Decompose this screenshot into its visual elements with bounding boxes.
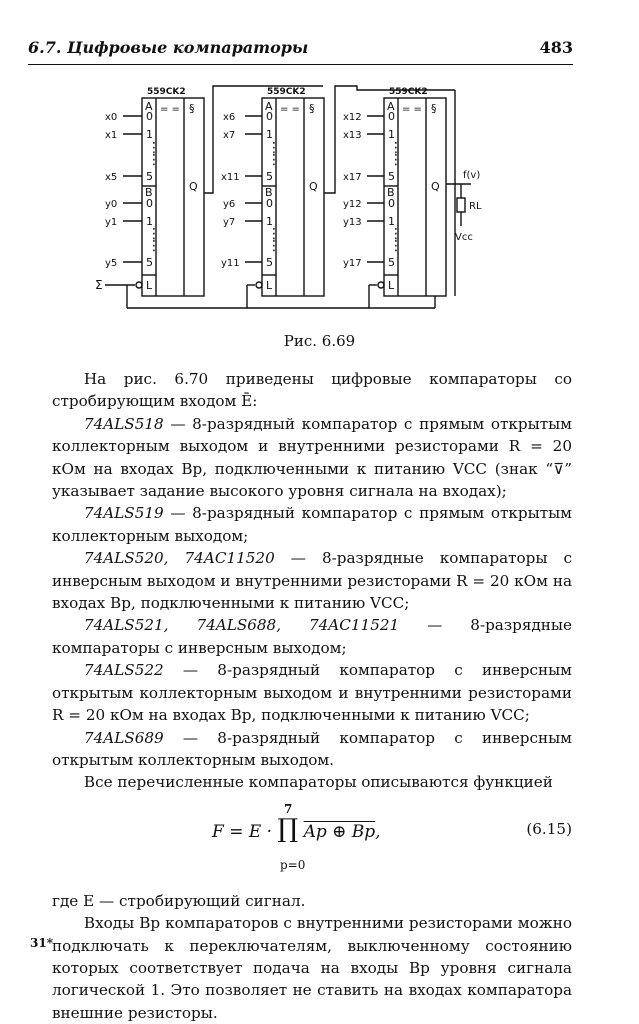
input-chip2-a-0: x6 <box>223 112 236 123</box>
formula-expression: F = E · ∏ Ap ⊕ Bp, <box>212 813 381 844</box>
paragraph-519: 74ALS519 — 8-разрядный компаратор с прямым открытым коллекторным выходом; <box>52 504 572 545</box>
chip-1-label: 559CK2 <box>147 87 186 97</box>
chip3-pin-b: B <box>387 186 395 199</box>
svg-text:⋮: ⋮ <box>267 152 281 168</box>
chip2-pin-a: A <box>265 100 273 113</box>
strobe-input-label: Σ <box>95 278 103 292</box>
resistor-label: RL <box>469 201 482 212</box>
chip1-q: Q <box>189 180 198 193</box>
paragraph-522: 74ALS522 — 8-разрядный компаратор с инверсным открытым коллекторным выходом и внутренними резисторами R = 20 кОм на входах Bp, подключенными к питанию VCC; <box>52 661 572 725</box>
chip2-eq: = = <box>280 104 300 115</box>
page-number: 483 <box>539 38 573 57</box>
comparator-circuit <box>95 78 515 310</box>
paragraph-where: где E — стробирующий сигнал. <box>52 891 306 910</box>
chip1-pin-b: B <box>145 186 153 199</box>
input-chip1-b-1: y1 <box>105 217 118 228</box>
input-chip3-b-5: y17 <box>343 258 362 269</box>
paragraph-inputs: Входы Bp компараторов с внутренними резисторами можно подключать к переключателям, выключенному состоянию которых соответствует подача на входы Bp уровня сигнала логической 1. Это позволяет не ставить на входах компаратора внешние резисторы. <box>52 914 572 1022</box>
product-lower-limit: p=0 <box>280 857 306 872</box>
chip2-pin-b0: 0 <box>266 197 273 210</box>
chip3-pin-b5: 5 <box>388 256 395 269</box>
chip-2-label: 559CK2 <box>267 87 306 97</box>
svg-text:⋮: ⋮ <box>389 152 403 168</box>
input-chip3-a-5: x17 <box>343 172 362 183</box>
chip1-pin-b1: 1 <box>146 215 153 228</box>
chip3-eq: = = <box>402 104 422 115</box>
part-689: 74ALS689 <box>83 728 164 747</box>
chip3-pin-b1: 1 <box>388 215 395 228</box>
paragraph-function: Все перечисленные компараторы описываются функцией <box>83 773 553 792</box>
svg-text:⋮: ⋮ <box>389 226 403 242</box>
page-header <box>28 30 573 66</box>
chip2-pin-l: L <box>266 279 273 292</box>
chip2-pin-b1: 1 <box>266 215 273 228</box>
chip1-pin-a1: 1 <box>146 128 153 141</box>
svg-text:⋮: ⋮ <box>267 226 281 242</box>
input-chip1-a-5: x5 <box>105 172 118 183</box>
chip2-pin-a5: 5 <box>266 170 273 183</box>
chip3-pin-a: A <box>387 100 395 113</box>
chip2-pin-b5: 5 <box>266 256 273 269</box>
input-chip2-b-5: y11 <box>221 258 240 269</box>
chip1-pin-a: A <box>145 100 153 113</box>
input-chip2-b-0: y6 <box>223 199 236 210</box>
svg-text:⋮: ⋮ <box>267 238 281 254</box>
section-title: 6.7. Цифровые компараторы <box>28 38 309 57</box>
overlined-term: Ap ⊕ Bp <box>303 821 376 842</box>
chip1-pin-a0: 0 <box>146 110 153 123</box>
product-upper-limit: 7 <box>284 801 293 816</box>
input-chip2-a-5: x11 <box>221 172 240 183</box>
chip3-sig: § <box>431 102 437 115</box>
chip1-eq: = = <box>160 104 180 115</box>
chip1-pin-l: L <box>146 279 153 292</box>
chip1-sig: § <box>189 102 195 115</box>
header-rule <box>28 64 573 65</box>
input-chip3-a-1: x13 <box>343 130 362 141</box>
figure-caption: Рис. 6.69 <box>283 332 356 350</box>
svg-text:⋮: ⋮ <box>267 140 281 156</box>
chip3-pin-l: L <box>388 279 395 292</box>
formula-6-15 <box>52 798 572 886</box>
paragraph-518: 74ALS518 — 8-разрядный компаратор с прямым открытым коллекторным выходом и внутренними резисторами R = 20 кОм на входах Bp, подключенными к питанию VCC (знак “⊽” указывает задание высокого уровня сигнала на входах); <box>52 414 572 501</box>
input-chip3-a-0: x12 <box>343 112 362 123</box>
part-521: 74ALS521, 74ALS688, 74AC11521 <box>83 616 400 635</box>
svg-text:⋮: ⋮ <box>389 140 403 156</box>
chip3-pin-b0: 0 <box>388 197 395 210</box>
chip1-pin-b0: 0 <box>146 197 153 210</box>
chip2-pin-a0: 0 <box>266 110 273 123</box>
input-chip3-b-1: y13 <box>343 217 362 228</box>
chip1-pin-a5: 5 <box>146 170 153 183</box>
svg-text:⋮: ⋮ <box>389 238 403 254</box>
part-522: 74ALS522 <box>83 661 164 680</box>
paragraph-521: 74ALS521, 74ALS688, 74AC11521 — 8-разрядные компараторы с инверсным выходом; <box>52 616 572 657</box>
part-519: 74ALS519 <box>83 504 164 523</box>
paragraph-520: 74ALS520, 74AC11520 — 8-разрядные компараторы с инверсным выходом и внутренними резисторами R = 20 кОм на входах Bp, подключенными к питанию VCC; <box>52 549 572 613</box>
chip2-q: Q <box>309 180 318 193</box>
part-520: 74ALS520, 74AC11520 <box>83 549 275 568</box>
input-chip1-b-0: y0 <box>105 199 118 210</box>
chip1-pin-b5: 5 <box>146 256 153 269</box>
part-518: 74ALS518 <box>83 414 164 433</box>
input-chip3-b-0: y12 <box>343 199 362 210</box>
paragraph-intro: На рис. 6.70 приведены цифровые компараторы со стробирующим входом Ē: <box>52 370 572 411</box>
paragraph-689: 74ALS689 — 8-разрядный компаратор с инверсным открытым коллекторным выходом. <box>52 728 572 769</box>
body-text <box>52 368 572 1024</box>
input-chip2-b-1: y7 <box>223 217 236 228</box>
input-chip1-a-1: x1 <box>105 130 118 141</box>
figure-6-69 <box>95 78 515 310</box>
input-chip1-b-5: y5 <box>105 258 118 269</box>
equation-number: (6.15) <box>526 819 572 838</box>
chip3-pin-a5: 5 <box>388 170 395 183</box>
svg-text:⋮: ⋮ <box>147 226 161 242</box>
vcc-label: Vcc <box>455 232 473 243</box>
product-symbol: ∏ <box>277 813 299 844</box>
chip-3-label: 559CK2 <box>389 87 428 97</box>
output-label: f(v) <box>463 170 481 181</box>
svg-text:⋮: ⋮ <box>147 238 161 254</box>
chip3-q: Q <box>431 180 440 193</box>
chip2-pin-b: B <box>265 186 273 199</box>
svg-text:⋮: ⋮ <box>147 140 161 156</box>
chip2-pin-a1: 1 <box>266 128 273 141</box>
signature-mark: 31* <box>30 936 53 950</box>
input-chip1-a-0: x0 <box>105 112 118 123</box>
chip3-pin-a0: 0 <box>388 110 395 123</box>
svg-text:⋮: ⋮ <box>147 152 161 168</box>
input-chip2-a-1: x7 <box>223 130 236 141</box>
chip2-sig: § <box>309 102 315 115</box>
chip3-pin-a1: 1 <box>388 128 395 141</box>
